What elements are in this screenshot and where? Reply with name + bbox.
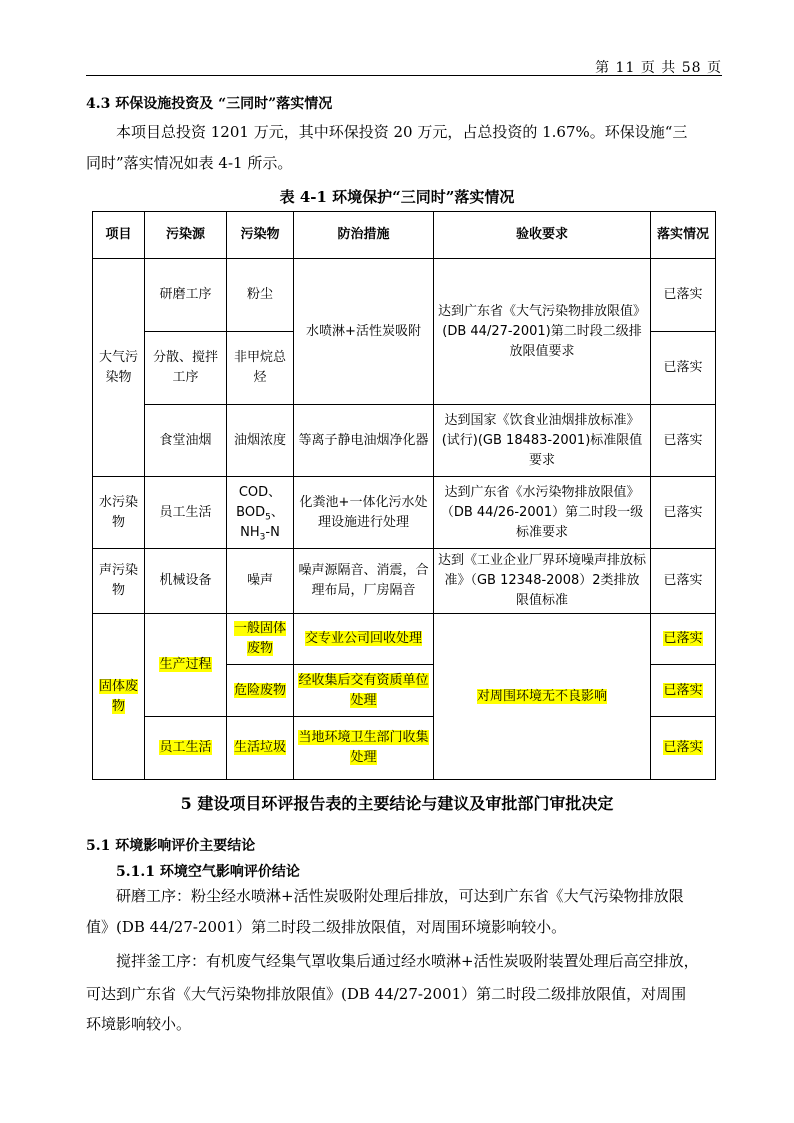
- pollutant-part: COD、BOD: [236, 484, 282, 520]
- section-4-3-heading: 4.3 环保设施投资及 “三同时”落实情况: [86, 96, 333, 112]
- measure-cell: [294, 717, 434, 780]
- category-solid-label: 固体废物: [98, 678, 138, 714]
- page-number: 第 11 页 共 58 页: [595, 60, 722, 76]
- category-noise: 声污染物: [93, 549, 145, 614]
- requirement-no-impact: 对周围环境无不良影响: [476, 688, 607, 704]
- measure-sanitation: 当地环境卫生部门收集处理: [298, 730, 429, 765]
- measure-qualified-unit: 经收集后交有资质单位处理: [298, 672, 429, 708]
- source-cell: [145, 717, 227, 780]
- p2-line-1: 搅拌釜工序：有机废气经集气罩收集后通过经水喷淋+活性炭吸附装置处理后高空排放，: [116, 952, 699, 970]
- source-cell: 分散、搅拌工序: [145, 332, 227, 405]
- header-item: 项目: [93, 212, 145, 259]
- pollutant-cell: [227, 717, 294, 780]
- category-solid: [93, 614, 145, 780]
- intro-line-1: 本项目总投资 1201 万元，其中环保投资 20 万元，占总投资的 1.67%。环保设施“三: [116, 123, 688, 141]
- pollutant-general-solid: 一般固体废物: [233, 621, 286, 656]
- status-cell: 已落实: [651, 477, 716, 549]
- pollutant-cell: 粉尘: [227, 259, 294, 332]
- pollutant-part: -N: [265, 524, 280, 540]
- intro-line-2: 同时”落实情况如表 4-1 所示。: [86, 154, 293, 172]
- source-cell: 机械设备: [145, 549, 227, 614]
- pollutant-hazardous: 危险废物: [233, 682, 286, 698]
- table-row: [93, 405, 716, 477]
- p2-line-3: 环境影响较小。: [86, 1015, 192, 1033]
- category-water: 水污染物: [93, 477, 145, 549]
- requirement-cell: [434, 614, 651, 780]
- status-cell: 已落实: [651, 549, 716, 614]
- section-5-heading: 5 建设项目环评报告表的主要结论与建议及审批部门审批决定: [180, 794, 614, 813]
- pollutant-subscript: 3: [259, 532, 266, 543]
- pollutant-cell: [227, 477, 294, 549]
- section-5-1-heading: 5.1 环境影响评价主要结论: [86, 838, 256, 854]
- category-air: 大气污染物: [93, 259, 145, 477]
- measure-cell: 化粪池+一体化污水处理设施进行处理: [294, 477, 434, 549]
- status-label: 已落实: [663, 631, 703, 646]
- header-requirement: 验收要求: [434, 212, 651, 259]
- status-label: 已落实: [663, 682, 703, 698]
- environmental-protection-table: [92, 211, 716, 780]
- measure-cell: 等离子静电油烟净化器: [294, 405, 434, 477]
- table-caption: 表 4-1 环境保护“三同时”落实情况: [279, 188, 515, 206]
- source-cell: 食堂油烟: [145, 405, 227, 477]
- page-header: [86, 57, 722, 76]
- p2-line-2: 可达到广东省《大气污染物排放限值》(DB 44/27-2001）第二时段二级排放限值，对周围: [86, 985, 687, 1003]
- status-cell: 已落实: [651, 259, 716, 332]
- status-label: 已落实: [663, 740, 703, 755]
- p1-line-2: 值》(DB 44/27-2001）第二时段二级排放限值，对周围环境影响较小。: [86, 918, 567, 936]
- source-staff-label: 员工生活: [159, 740, 212, 755]
- source-cell: [145, 614, 227, 717]
- status-cell: [651, 717, 716, 780]
- pollutant-cell: [227, 614, 294, 665]
- pollutant-cell: 油烟浓度: [227, 405, 294, 477]
- requirement-cell: 达到广东省《水污染物排放限值》（DB 44/26-2001）第二时段一级标准要求: [434, 477, 651, 549]
- p1-line-1: 研磨工序：粉尘经水喷淋+活性炭吸附处理后排放，可达到广东省《大气污染物排放限: [116, 887, 684, 905]
- measure-cell: [294, 614, 434, 665]
- requirement-cell: 达到广东省《大气污染物排放限值》(DB 44/27-2001)第二时段二级排放限值要求: [434, 259, 651, 405]
- header-pollutant: 污染物: [227, 212, 294, 259]
- header-measure: 防治措施: [294, 212, 434, 259]
- measure-cell: 噪声源隔音、消震，合理布局，厂房隔音: [294, 549, 434, 614]
- measure-recycle: 交专业公司回收处理: [304, 631, 422, 646]
- measure-cell: 水喷淋+活性炭吸附: [294, 259, 434, 405]
- status-cell: 已落实: [651, 332, 716, 405]
- source-cell: 研磨工序: [145, 259, 227, 332]
- status-cell: 已落实: [651, 405, 716, 477]
- table-row: [93, 477, 716, 549]
- table-row: [93, 614, 716, 665]
- source-production-label: 生产过程: [159, 657, 212, 672]
- pollutant-cell: 噪声: [227, 549, 294, 614]
- requirement-cell: 达到国家《饮食业油烟排放标准》(试行)(GB 18483-2001)标准限值要求: [434, 405, 651, 477]
- pollutant-cell: 非甲烷总烃: [227, 332, 294, 405]
- source-cell: 员工生活: [145, 477, 227, 549]
- pollutant-domestic: 生活垃圾: [233, 740, 286, 755]
- status-cell: [651, 665, 716, 717]
- header-status: 落实情况: [651, 212, 716, 259]
- table-header-row: [93, 212, 716, 259]
- pollutant-part: 、NH: [240, 504, 284, 540]
- status-cell: [651, 614, 716, 665]
- table-row: [93, 549, 716, 614]
- table-row: [93, 259, 716, 332]
- pollutant-cell: [227, 665, 294, 717]
- header-source: 污染源: [145, 212, 227, 259]
- requirement-cell: 达到《工业企业厂界环境噪声排放标准》（GB 12348-2008）2类排放限值标准: [434, 549, 651, 614]
- section-5-1-1-heading: 5.1.1 环境空气影响评价结论: [116, 864, 300, 880]
- measure-cell: [294, 665, 434, 717]
- pollutant-subscript: 5: [265, 512, 271, 523]
